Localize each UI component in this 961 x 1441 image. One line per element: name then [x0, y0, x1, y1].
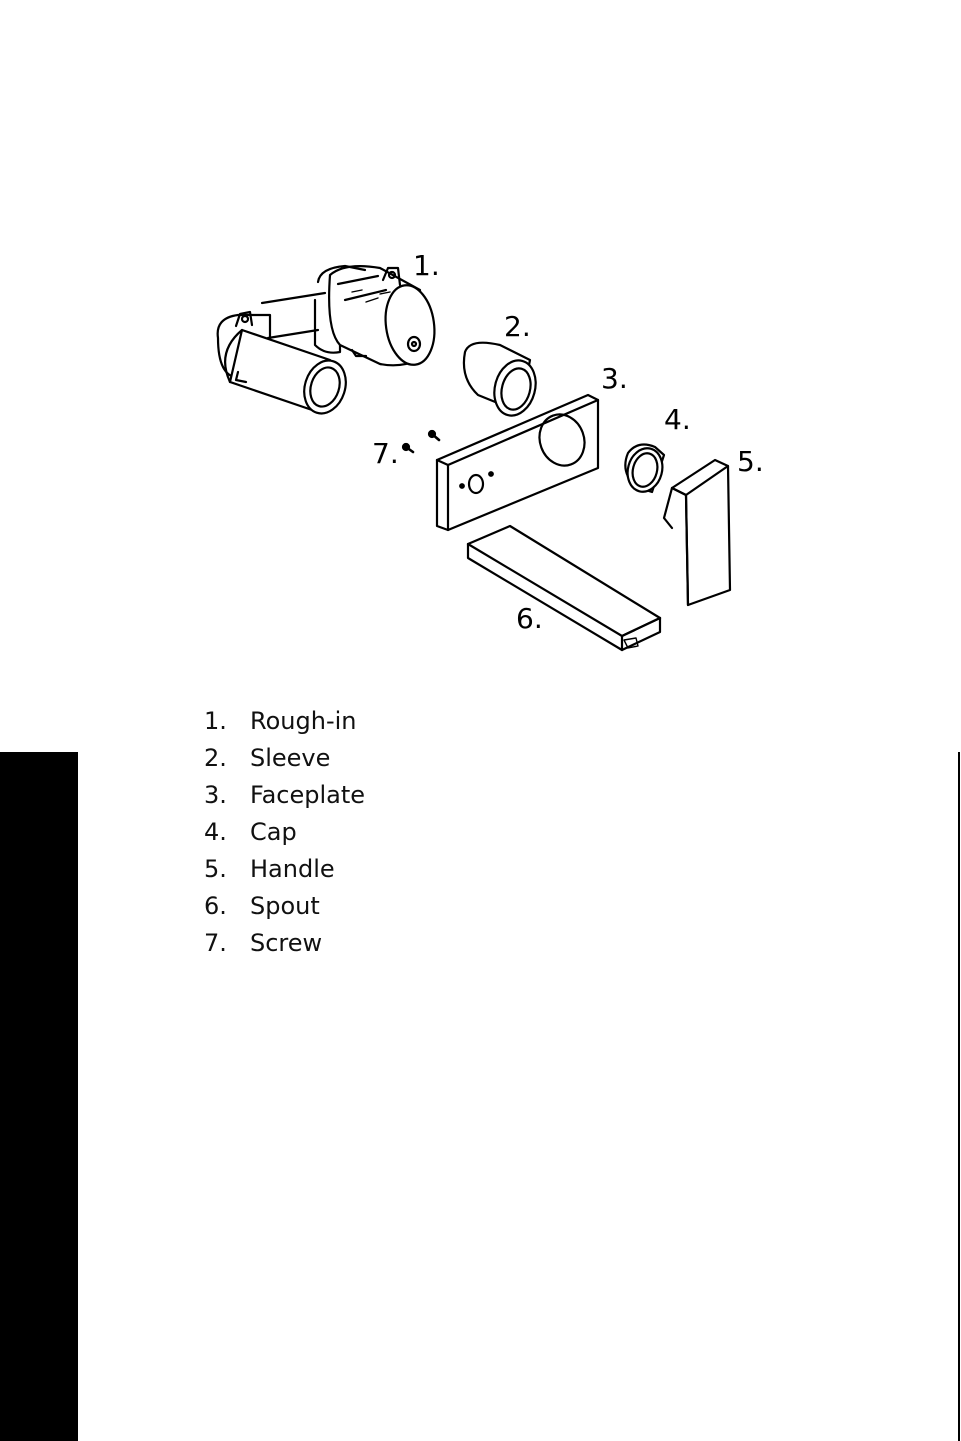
cap-part: [623, 444, 667, 495]
part-name: Faceplate: [250, 780, 366, 809]
list-item: [204, 887, 365, 924]
part-number: 1.: [204, 706, 227, 735]
callout-4: 4.: [664, 403, 691, 436]
callout-1: 1.: [413, 249, 440, 282]
screw-part: [403, 431, 439, 452]
exploded-view-drawing: [0, 0, 961, 700]
right-edge-rule: [958, 752, 960, 1441]
callout-2: 2.: [504, 310, 531, 343]
part-number: 4.: [204, 817, 227, 846]
part-number: 3.: [204, 780, 227, 809]
list-item: [204, 850, 365, 887]
parts-list: [204, 702, 365, 961]
part-name: Screw: [250, 928, 323, 957]
callout-3: 3.: [601, 362, 628, 395]
callout-5: 5.: [737, 445, 764, 478]
handle-part: [664, 460, 730, 605]
list-item: [204, 924, 365, 961]
spout-part: [468, 526, 660, 650]
part-name: Handle: [250, 854, 335, 883]
exploded-diagram: [0, 0, 961, 700]
callout-6: 6.: [516, 602, 543, 635]
list-item: [204, 739, 365, 776]
rough-in-part: [218, 266, 440, 419]
part-number: 7.: [204, 928, 227, 957]
part-number: 2.: [204, 743, 227, 772]
left-side-bar: [0, 752, 78, 1441]
list-item: [204, 813, 365, 850]
part-name: Cap: [250, 817, 297, 846]
list-item: [204, 702, 365, 739]
part-name: Spout: [250, 891, 320, 920]
part-number: 6.: [204, 891, 227, 920]
sleeve-part: [464, 343, 542, 421]
callout-7: 7.: [372, 437, 399, 470]
part-name: Rough-in: [250, 706, 357, 735]
part-number: 5.: [204, 854, 227, 883]
list-item: [204, 776, 365, 813]
part-name: Sleeve: [250, 743, 331, 772]
